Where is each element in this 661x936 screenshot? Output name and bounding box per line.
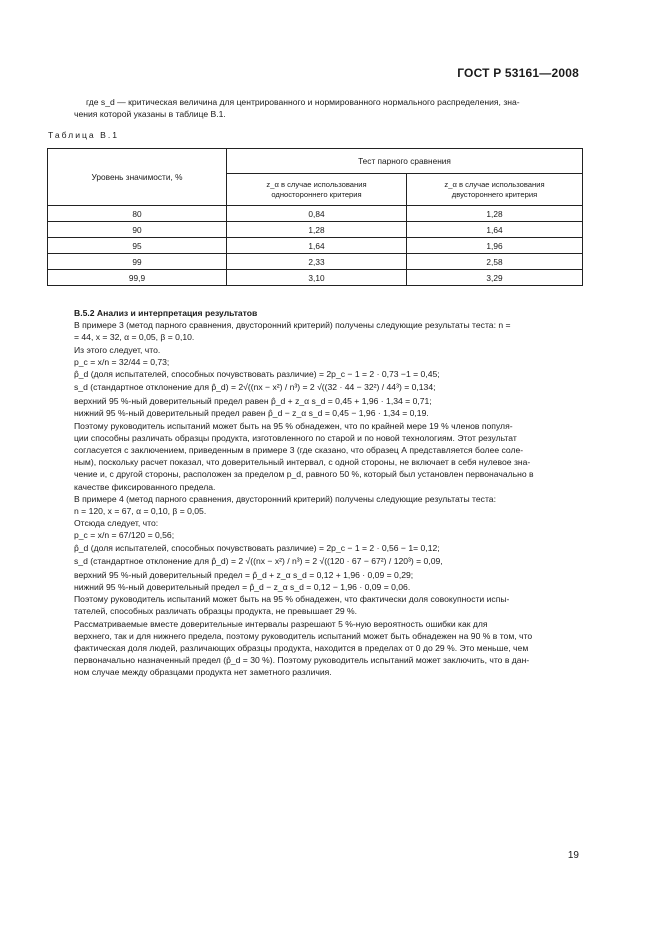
table-caption: Таблица В.1 (48, 130, 119, 140)
text-line: ном случае между образцами продукта нет заметного различия. (74, 667, 332, 678)
text-line: первоначально назначенный предел (p̂_d = 30 %). Поэтому руководитель испытаний может заключить, что в дан- (74, 655, 530, 666)
text-line: p_c = x/n = 67/120 = 0,56; (74, 530, 175, 541)
two-sided-cell: 1,64 (407, 222, 583, 238)
text-line: = 44, x = 32, α = 0,05, β = 0,10. (74, 332, 195, 343)
one-sided-cell: 1,64 (227, 238, 407, 254)
text-line: p̂_d (доля испытателей, способных почувствовать различие) = 2p_c − 1 = 2 · 0,56 − 1= 0,12; (74, 542, 440, 553)
text-line: качестве фиксированного предела. (74, 481, 216, 492)
text-line: В примере 3 (метод парного сравнения, двусторонний критерий) получены следующие результаты теста: n = (74, 320, 511, 331)
page-number: 19 (567, 850, 579, 861)
text-line: ции способны различать образцы продукта, изготовленного по старой и по новой технологиям. Этот результат (74, 432, 517, 443)
text-line: верхний 95 %-ный доверительный предел равен p̂_d + z_α s_d = 0,45 + 1,96 · 1,34 = 0,71; (74, 396, 432, 407)
level-cell: 90 (48, 222, 227, 238)
one-sided-header-line: одностороннего критерия (271, 189, 362, 199)
text-line: верхний 95 %-ный доверительный предел = p̂_d + z_α s_d = 0,12 + 1,96 · 0,09 = 0,29; (74, 569, 414, 580)
table-row (48, 222, 583, 238)
level-column-header: Уровень значимости, % (48, 149, 227, 206)
table-row (48, 238, 583, 254)
document-header: ГОСТ Р 53161—2008 (457, 66, 579, 80)
two-sided-cell: 3,29 (407, 270, 583, 286)
section-body (74, 307, 582, 679)
table-row (48, 270, 583, 286)
intro-line: чения которой указаны в таблице В.1. (74, 109, 226, 120)
text-line: Поэтому руководитель испытаний может быть на 95 % обнадежен, что фактически доля совокупности испы- (74, 594, 510, 605)
text-line: фактическая доля людей, различающих образцы продукта, находится в пределах от 0 до 29 %. Это меньше, чем (74, 643, 529, 654)
text-line: нижний 95 %-ный доверительный предел равен p̂_d − z_α s_d = 0,45 − 1,96 · 1,34 = 0,19. (74, 408, 429, 419)
significance-table (47, 148, 583, 286)
text-line: тателей, способных различать образцы продукта, не превышает 29 %. (74, 606, 358, 617)
two-sided-header (407, 174, 583, 206)
intro-paragraph (74, 96, 582, 120)
one-sided-cell: 0,84 (227, 206, 407, 222)
text-line: Из этого следует, что. (74, 344, 161, 355)
two-sided-cell: 1,96 (407, 238, 583, 254)
one-sided-header (227, 174, 407, 206)
text-line: чение и, с другой стороны, расположен за пределом p_d, равного 50 %, который был установлен первоначально в (74, 469, 534, 480)
text-line: Рассматриваемые вместе доверительные интервалы разрешают 5 %-ную вероятность ошибки как для (74, 618, 488, 629)
text-line: В примере 4 (метод парного сравнения, двусторонний критерий) получены следующие результаты теста: (74, 493, 496, 504)
text-line: согласуется с заключением, приведенным в примере 3 (где сказано, что образец А представляется более соле- (74, 445, 524, 456)
text-line: Поэтому руководитель испытаний может быть на 95 % обнадежен, что по крайней мере 19 % членов популя- (74, 420, 513, 431)
group-header: Тест парного сравнения (227, 149, 583, 174)
section-title: В.5.2 Анализ и интерпретация результатов (74, 308, 258, 318)
text-line: p_c = x/n = 32/44 = 0,73; (74, 356, 170, 367)
two-sided-cell: 2,58 (407, 254, 583, 270)
intro-line: где s_d — критическая величина для центрированного и нормированного нормального распределения, зна- (86, 97, 520, 107)
level-cell: 99 (48, 254, 227, 270)
formula-line: s_d (стандартное отклонение для p̂_d) = 2 √((nx − x²) / n³) = 2 √((120 · 67 − 67²) / 120³) = 0,09, (74, 555, 443, 566)
level-cell: 95 (48, 238, 227, 254)
level-cell: 99,9 (48, 270, 227, 286)
text-line: n = 120, x = 67, α = 0,10, β = 0,05. (74, 506, 207, 517)
one-sided-cell: 2,33 (227, 254, 407, 270)
one-sided-header-line: z_α в случае использования (266, 179, 367, 189)
two-sided-header-line: двустороннего критерия (451, 189, 538, 199)
two-sided-cell: 1,28 (407, 206, 583, 222)
formula-line: s_d (стандартное отклонение для p̂_d) = 2√((nx − x²) / n³) = 2 √((32 · 44 − 32²) / 44³) = 0,134; (74, 382, 436, 393)
table-row (48, 254, 583, 270)
text-line: нижний 95 %-ный доверительный предел = p̂_d − z_α s_d = 0,12 − 1,96 · 0,09 = 0,06. (74, 582, 411, 593)
text-line: верхнего, так и для нижнего предела, поэтому руководитель испытаний может быть обнадежен на 90 % в том, что (74, 630, 533, 641)
text-line: ным), поскольку расчет показал, что доверительный интервал, с одной стороны, не включает в себя нулевое зна- (74, 457, 531, 468)
level-cell: 80 (48, 206, 227, 222)
one-sided-cell: 1,28 (227, 222, 407, 238)
text-line: Отсюда следует, что: (74, 518, 159, 529)
one-sided-cell: 3,10 (227, 270, 407, 286)
table-row (48, 206, 583, 222)
text-line: p̂_d (доля испытателей, способных почувствовать различие) = 2p_c − 1 = 2 · 0,73 −1 = 0,45; (74, 369, 440, 380)
two-sided-header-line: z_α в случае использования (444, 179, 545, 189)
